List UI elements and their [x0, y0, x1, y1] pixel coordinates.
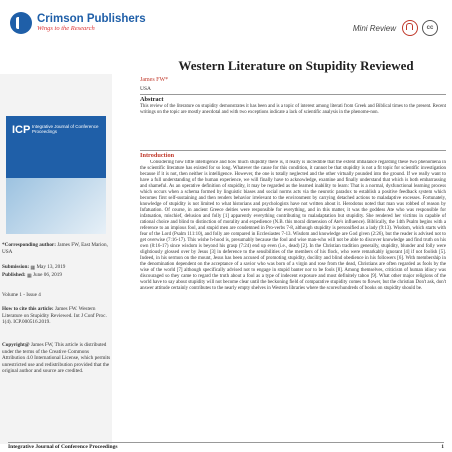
crimson-logo-icon [10, 12, 32, 34]
cite-article: How to cite this article: James FW. Western Literature on Stupidity Reviewed. Int J Conf Proc. 1(4). ICP.000516.2019. [2, 306, 107, 326]
introduction-heading: Introduction [140, 152, 175, 159]
cover-title: ICP [12, 124, 31, 136]
publisher-name: Crimson Publishers [37, 13, 146, 25]
abstract-heading: Abstract [140, 96, 164, 103]
calendar-icon: ▦ [30, 266, 36, 271]
page-number: 1 [441, 444, 444, 450]
page-header [0, 0, 452, 58]
author-affiliation: USA [140, 86, 152, 92]
corresponding-author: *Corresponding author: James FW, East Marion, USA [2, 242, 108, 255]
divider [140, 150, 446, 151]
divider [140, 94, 446, 95]
open-access-icon [402, 20, 418, 36]
journal-cover [6, 116, 106, 234]
publisher-tagline: Wings to the Research [37, 25, 95, 32]
publisher-logo[interactable] [10, 12, 146, 34]
article-sidebar [0, 74, 112, 444]
cover-subtitle: Integrative Journal of Conference Proceedings [32, 124, 99, 134]
volume-issue: Volume 1 - Issue 4 [2, 292, 41, 298]
cc-icon: cc [422, 20, 438, 36]
copyright: Copyright@ James FW, This article is distributed under the terms of the Creative Commons Attribution 4.0 International License, which permits unrestricted use and redistribution provided that the original author and source are credited. [2, 342, 111, 375]
submission-date: Submission: ▦ May 13, 2019 [2, 264, 66, 271]
calendar-icon: ▦ [26, 274, 32, 279]
introduction-text: Considering how little intelligence and how much stupidity there is, it really is incredible that the extent imbalance regarding these two phenomena in the scientific literature has existed for so long. Whatever the cause for this condition, it cannot be that stupidity is not a fit topic for scientific investigation because if it is not, then neither is intelligence. However, the one is totally neglected and the other virtually pounded into the ground. If we really want to have a full understanding of the human experience, we will finally have to acknowledge, examine and finally understand that which is both embarrassing and shameful. As an operative definition of stupidity, it may be regarded as the learned inability to learn: That is a normal, dysfunctional learning process which occurs when a schema formed by linguistic biases and social norms acts via the neurotic paradox to establish a positive feedback system which becomes first self-sustaining and then renders behavior irrelevant to the environment by carrying detached actions to maladaptive excesses. Fortunately, knowledge of stupidity is not limited to what historians and psychologists have not written about it. Herodotus noted that man was robbed of reason by Infatuation. Of course, in ancient Greece deities were responsible for everything, and in this matter, it was the goddess Ate who was responsible for infatuation, mischief, delusion and folly [1] apparently everything contributing to maladaptation but stupidity. She rendered her victims in capable of rational choice and blind to distinction of morality and expedience (N.B. this moral dimension of Ate's influence). Biblically, the 14th Psalm begins with a reference to an impious fool, and stupid men are condemned in Pro-verbs 7-8, although stupidity is personified as a lady (9:13). Wisdom, which starts with fear of the Lord (Psalm 111:10), and folly are compared in Ecclesiastes 7-13. Wisdom and knowledge are God given (2:26), but the reader is advised not to get overwise (7:16-17). This wishe h-hood is, presumably because the fool and wise man-who will not be able to discover knowledge and find truth on his own (8:16-17) since wisdom is beyond his grasp (7:24) end up even (i.e., dead) [2]. In the Christian tradition generally, stupidity, blunder and folly were slightiously glossed over by Jesus [3] in deference to the sensibilities of the members of his flock, who were remarkably ignorant [4] if not foolish [5]. Indeed, in his sermon on the mount, Jesus has been accused of promoting stupidity, docility and blind obedience in his followers [6]. With membership in the denomination dependent on the acceptance of a savior who was born of a virgin and rose from the dead, Christians are often regarded as fools by the wise of the world [7] although specifically advised not to engage in stupid banter nor to be fools [8]. Among themselves, criticism of human idiocy was discouraged so they came to regard the truth about a fool as a type of indecent exposure and most definitely taboo [9]. What other major religions of the world have to say about stupidity will not become clear until the beckoning field of comparative stupidity comes to flower, but the christian Don't ask, don't answer attitude certainly contributes to the nearly empty shelves in Western libraries where the scores/hundreds of books on stupidity should be. [140, 160, 446, 291]
footer-journal: Integrative Journal of Conference Proceedings [8, 444, 118, 450]
article-title: Western Literature on Stupidity Reviewed [178, 58, 414, 73]
article-type: Mini Review [352, 24, 396, 33]
author-list: James FW* [140, 77, 169, 83]
cover-image [6, 178, 106, 234]
abstract-text: This review of the literature on stupidity demonstrates it has been and is a topic of interest among literati from Greek and Biblical times to the present. Recent writings on the topic are mostly anecdotal and with two exceptions indicate a lack of scientific analysis in the phenome-non. [140, 104, 446, 115]
footer-divider [8, 442, 444, 443]
published-date: Published: ▦ June 06, 2019 [2, 272, 62, 279]
